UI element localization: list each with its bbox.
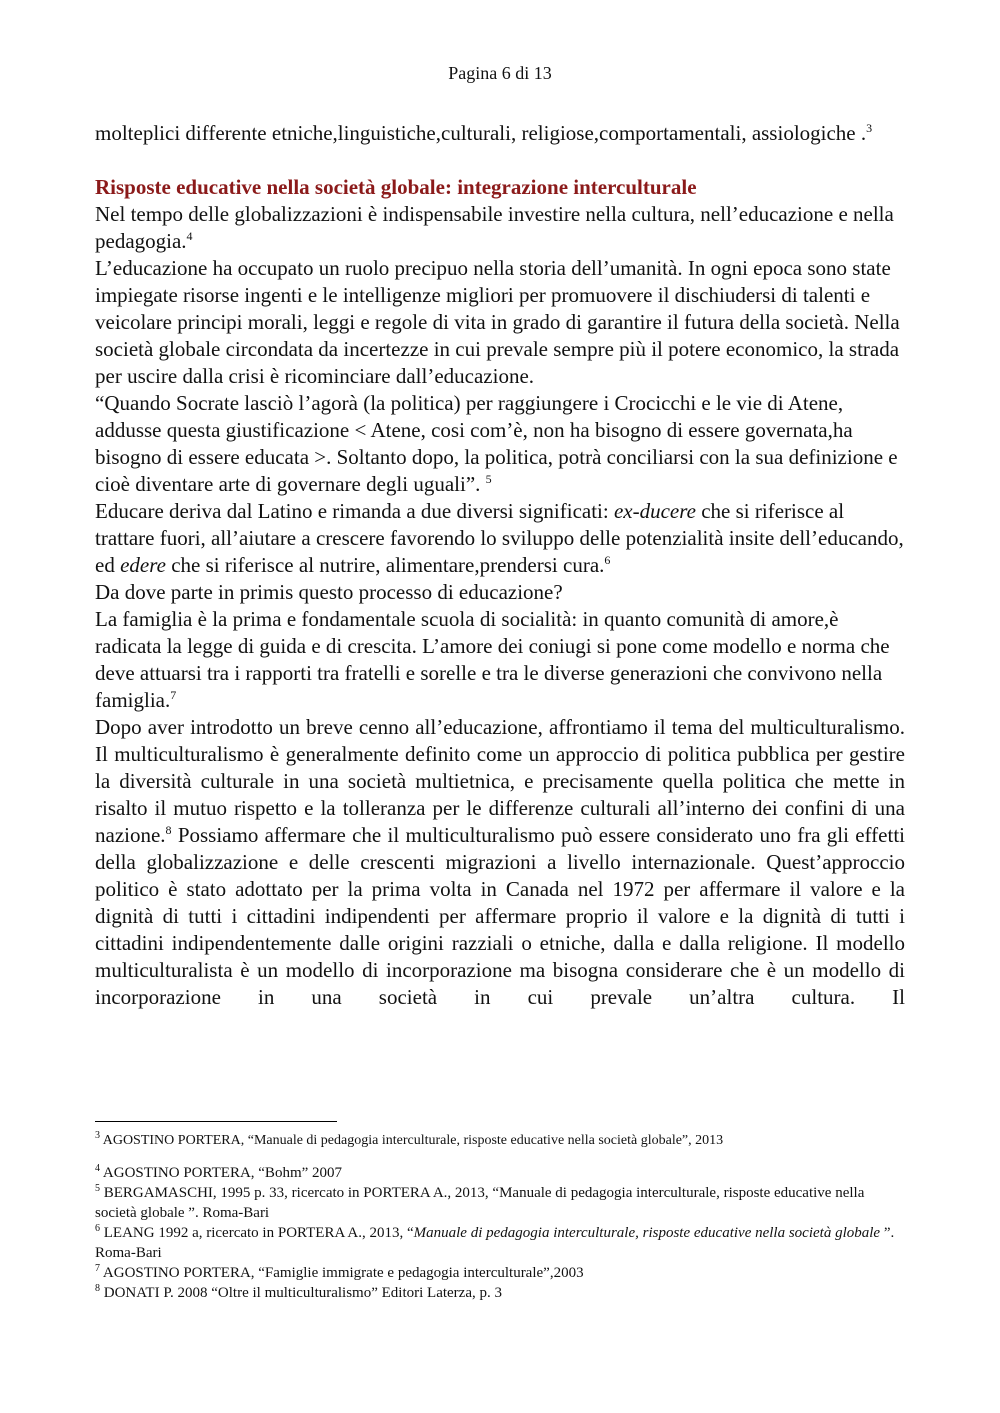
footnote-text: ”. Roma-Bari — [95, 1225, 895, 1261]
page-number-header: Pagina 6 di 13 — [448, 63, 552, 83]
paragraph-2: L’educazione ha occupato un ruolo precipuo nella storia dell’umanità. In ogni epoca sono state impiegate risorse ingenti e le intelligenze migliori per promuovere il dischiudersi di talenti e veicolare principi morali, leggi e regole di vita in grado di garantire il futura della società. Nella società globale circondata da incertezze in cui prevale sempre più il potere economico, la strada per uscire dalla crisi è ricominciare dall’educazione. — [95, 256, 900, 388]
paragraph-text: che si riferisce al trattare fuori, all’aiutare a crescere favorendo lo sviluppo delle potenzialità insite dell’educando, ed — [95, 499, 904, 577]
footnote-ref-4[interactable]: 4 — [186, 229, 193, 243]
paragraph-text: Nel tempo delle globalizzazioni è indispensabile investire nella cultura, nell’educazione e nella pedagogia. — [95, 202, 894, 253]
footnote-5 — [95, 1183, 905, 1223]
paragraph-text: che si riferisce al nutrire, alimentare,prendersi cura. — [165, 553, 605, 577]
latin-term-edere: edere — [120, 553, 166, 577]
footnote-3 — [95, 1131, 905, 1151]
footnote-number: 4 — [95, 1163, 100, 1174]
paragraph-text: Possiamo affermare che il multiculturalismo può essere considerato uno fra gli effetti della globalizzazione e delle crescenti migrazioni a livello internazionale. Quest’approccio politico è stato adottato per la prima volta in Canada nel 1972 per affermare il valore e la dignità di tutti i cittadini indipendenti per affermare proprio il valore e la dignità di tutti i cittadini indipendentemente dalle origini razziali o etniche, dalla e dalla religione. Il modello multiculturalista è un modello di incorporazione ma bisogna considerare che è un modello di incorporazione in una società in cui prevale un’altra cultura. Il — [95, 823, 905, 1009]
paragraph-text: Educare deriva dal Latino e rimanda a due diversi significati: — [95, 499, 614, 523]
footnote-text: AGOSTINO PORTERA, “Manuale di pedagogia interculturale, risposte educative nella società globale”, 2013 — [100, 1133, 724, 1148]
latin-term-ex-ducere: ex-ducere — [613, 499, 696, 523]
footnote-text: LEANG 1992 a, ricercato in PORTERA A., 2013, “ — [100, 1225, 414, 1241]
paragraph-text: “Quando Socrate lasciò l’agorà (la politica) per raggiungere i Crocicchi e le vie di Atene, addusse questa giustificazione < Atene, cosi com’è, non ha bisogno di essere governata,ha bisogno di essere educata >. Soltanto dopo, la politica, potrà conciliarsi con la sua definizione e cioè diventare arte di governare degli uguali”. — [95, 391, 898, 496]
paragraph-0 — [95, 120, 905, 147]
footnote-number: 7 — [95, 1263, 100, 1274]
footnote-number: 6 — [95, 1223, 100, 1234]
document-body — [95, 120, 905, 1011]
footnote-number: 3 — [95, 1130, 100, 1141]
footnote-ref-3[interactable]: 3 — [866, 121, 873, 135]
footnote-ref-7[interactable]: 7 — [170, 688, 177, 702]
paragraph-text: La famiglia è la prima e fondamentale scuola di socialità: in quanto comunità di amore,è radicata la legge di guida e di crescita. L’amore dei coniugi si pone come modello e norma che deve attuarsi tra i rapporti tra fratelli e sorelle e tra le diverse generazioni che convivono nella famiglia. — [95, 607, 890, 712]
footnote-ref-6[interactable]: 6 — [604, 553, 611, 567]
footnote-text: AGOSTINO PORTERA, “Famiglie immigrate e pedagogia interculturale”,2003 — [100, 1265, 584, 1281]
footnote-ref-5[interactable]: 5 — [485, 472, 492, 486]
footnote-number: 8 — [95, 1283, 100, 1294]
footnote-7 — [95, 1263, 905, 1283]
footnote-text: BERGAMASCHI, 1995 p. 33, ricercato in PORTERA A., 2013, “Manuale di pedagogia interculturale, risposte educative nella società globale ”. Roma-Bari — [95, 1185, 865, 1221]
footnote-number: 5 — [95, 1183, 100, 1194]
paragraph-7 — [95, 714, 905, 1011]
footnote-text: AGOSTINO PORTERA, “Bohm” 2007 — [100, 1165, 343, 1181]
footnote-separator — [95, 1121, 337, 1122]
paragraph-6 — [95, 606, 905, 714]
footnotes — [95, 1131, 905, 1303]
paragraph-3 — [95, 390, 905, 498]
footnote-text: DONATI P. 2008 “Oltre il multiculturalismo” Editori Laterza, p. 3 — [100, 1285, 502, 1301]
paragraph-1 — [95, 201, 905, 255]
section-heading: Risposte educative nella società globale: integrazione interculturale — [95, 175, 697, 199]
footnote-8 — [95, 1283, 905, 1303]
footnote-4 — [95, 1163, 905, 1183]
paragraph-text: molteplici differente etniche,linguistiche,culturali, religiose,comportamentali, assiologiche . — [95, 121, 867, 145]
paragraph-4 — [95, 498, 905, 579]
footnote-6 — [95, 1223, 905, 1263]
footnote-ref-8[interactable]: 8 — [165, 823, 172, 837]
paragraph-5: Da dove parte in primis questo processo di educazione? — [95, 580, 563, 604]
paragraph-text: Dopo aver introdotto un breve cenno all’educazione, affrontiamo il tema del multiculturalismo. Il multiculturalismo è generalmente definito come un approccio di politica pubblica per gestire la diversità culturale in una società multietnica, e precisamente quella politica che mette in risalto il mutuo rispetto e la tolleranza per le differenze culturali all’interno dei confini di una nazione. — [95, 715, 905, 847]
footnote-italic-title: Manuale di pedagogia interculturale, risposte educative nella società globale — [413, 1225, 881, 1241]
